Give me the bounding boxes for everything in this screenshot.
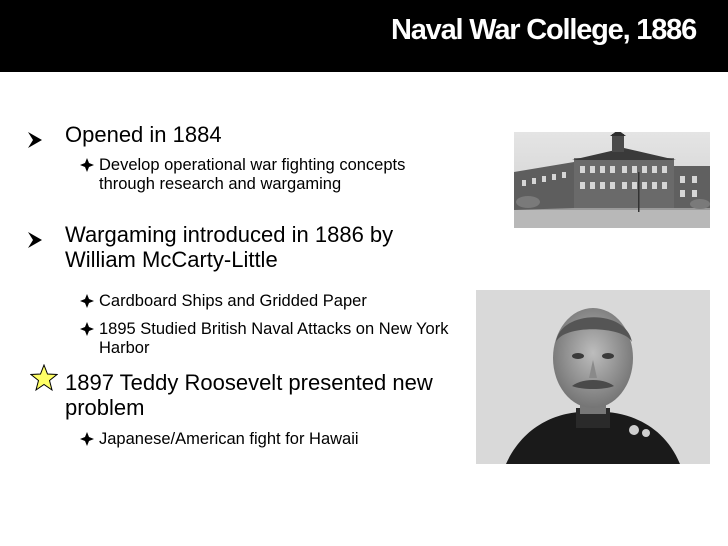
- diamond-bullet-icon: [80, 158, 94, 172]
- bullet-roosevelt: 1897 Teddy Roosevelt presented new problem: [65, 370, 433, 420]
- sub-bullet-cardboard: Cardboard Ships and Gridded Paper: [99, 292, 367, 310]
- diamond-bullet-icon: [80, 294, 94, 308]
- sub-bullet-hawaii: Japanese/American fight for Hawaii: [99, 430, 359, 448]
- diamond-bullet-icon: [80, 432, 94, 446]
- bullet-wargaming: Wargaming introduced in 1886 by William McCarty-Little: [65, 222, 394, 272]
- sub-bullet-1895: 1895 Studied British Naval Attacks on New York Harbor: [99, 320, 449, 357]
- building-photo: [514, 132, 710, 228]
- title-bar: [0, 0, 728, 72]
- sub-bullet-operational: Develop operational war fighting concepts through research and wargaming: [99, 156, 406, 193]
- diamond-bullet-icon: [80, 322, 94, 336]
- arrowhead-bullet-icon: [26, 230, 44, 250]
- slide-title: Naval War College, 1886: [391, 14, 696, 46]
- star-icon: [30, 364, 58, 392]
- bullet-opened: Opened in 1884: [65, 122, 222, 147]
- arrowhead-bullet-icon: [26, 130, 44, 150]
- portrait-photo: [476, 290, 710, 464]
